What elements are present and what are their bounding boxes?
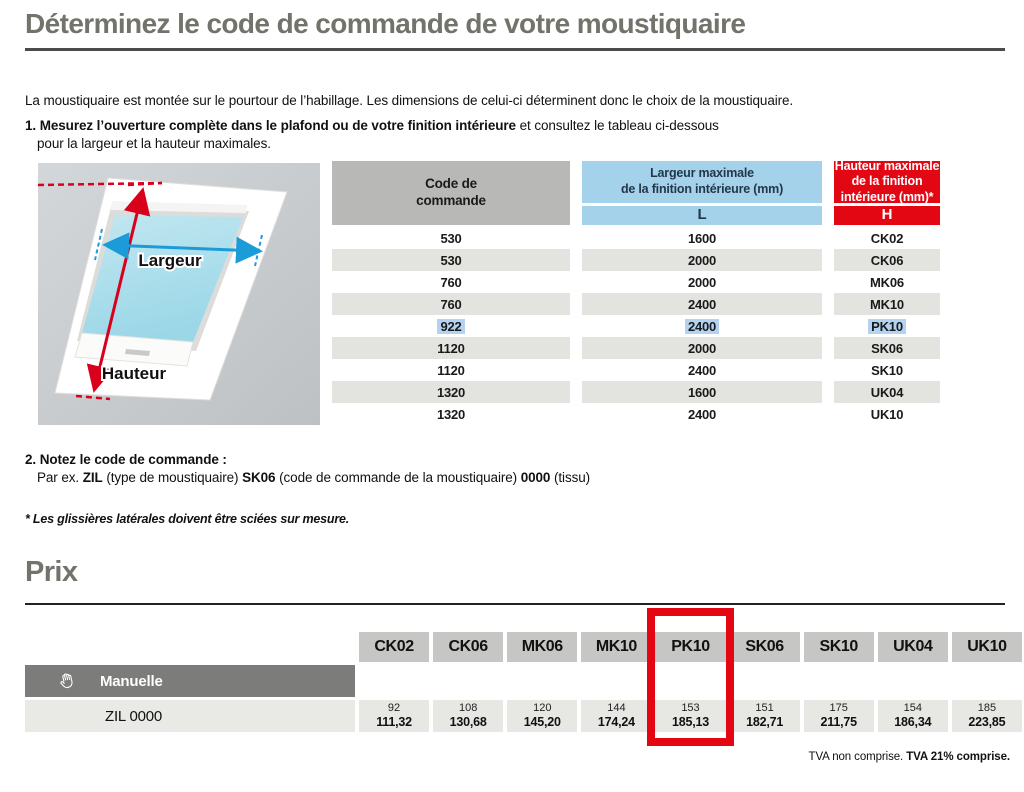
size-table-cell-l: 760 [332, 271, 570, 293]
size-table-cell-l: 1120 [332, 337, 570, 359]
size-table-cell-h: 1600 [582, 381, 822, 403]
step1-bold-text: 1. Mesurez l’ouverture complète dans le plafond ou de votre finition intérieure [25, 117, 516, 133]
size-table-cell-l: 1320 [332, 403, 570, 425]
size-table-cell-code [834, 315, 940, 337]
vat-note-bold: TVA 21% comprise. [906, 750, 1010, 763]
price-section-title: Prix [25, 556, 78, 588]
product-row-label: ZIL 0000 [25, 700, 355, 732]
example-order-code: SK06 [242, 469, 276, 485]
price-incl-vat: 130,68 [449, 715, 487, 730]
height-column-header [834, 158, 940, 204]
size-table-cell-l: 760 [332, 293, 570, 315]
price-cell-mk06 [507, 700, 577, 732]
size-table-cell-h: 1600 [582, 227, 822, 249]
price-excl-vat: 153 [681, 702, 700, 715]
price-excl-vat: 144 [607, 702, 626, 715]
pk10-highlight-rectangle [647, 608, 734, 746]
price-incl-vat: 174,24 [597, 715, 635, 730]
height-header-line2: de la finition intérieure (mm)* [840, 174, 934, 204]
size-table-cell-h [582, 315, 822, 337]
price-header-spacer [25, 632, 355, 662]
size-table-cell-code: SK10 [834, 359, 940, 381]
size-table-cell-code: SK06 [834, 337, 940, 359]
price-code-header-uk10: UK10 [952, 632, 1022, 662]
price-code-header-sk10: SK10 [804, 632, 874, 662]
vat-note [809, 751, 1010, 763]
step1-line2: pour la largeur et la hauteur maximales. [37, 135, 271, 151]
example-fabric-code: 0000 [520, 469, 551, 485]
size-table-cell-h: 2400 [582, 293, 822, 315]
price-section-rule [25, 603, 1005, 605]
price-cell-uk10 [952, 700, 1022, 732]
code-header-line1: Code de [425, 176, 477, 192]
price-excl-vat: 154 [903, 702, 922, 715]
price-code-header-sk06: SK06 [730, 632, 800, 662]
size-table-cell-h: 2000 [582, 337, 822, 359]
roof-window-illustration [38, 163, 320, 425]
price-incl-vat: 111,32 [376, 715, 412, 730]
group-row-empty-cell [433, 665, 503, 697]
group-row-empty-cell [804, 665, 874, 697]
group-row-empty-cell [507, 665, 577, 697]
price-incl-vat: 185,13 [671, 715, 710, 730]
size-table-cell-h: 2400 [582, 403, 822, 425]
price-incl-vat: 145,20 [523, 715, 561, 730]
price-cell-sk06 [730, 700, 800, 732]
manual-group-label: Manuelle [100, 672, 163, 690]
step2-paragraph [25, 451, 985, 487]
size-table-cell-l [332, 315, 570, 337]
price-incl-vat: 223,85 [968, 715, 1006, 730]
price-code-header-ck02: CK02 [359, 632, 429, 662]
page-title: Déterminez le code de commande de votre moustiquaire [25, 8, 746, 39]
size-table-body [332, 227, 940, 425]
code-header-line2: commande [416, 193, 486, 208]
example-prefix: Par ex. [37, 469, 83, 485]
step2-bold-text: 2. Notez le code de commande : [25, 451, 227, 467]
roof-window-figure [38, 163, 320, 425]
width-label: Largeur [138, 251, 202, 270]
size-code-table [332, 158, 940, 425]
step1-paragraph [25, 117, 985, 153]
group-row-empty-cell [730, 665, 800, 697]
size-table-cell-l: 1120 [332, 359, 570, 381]
size-table-cell-code: MK10 [834, 293, 940, 315]
example-suffix: (tissu) [550, 469, 591, 485]
selected-text: 2400 [685, 319, 719, 334]
code-column-header [332, 161, 570, 225]
size-table-cell-l: 1320 [332, 381, 570, 403]
price-code-header-pk10: PK10 [655, 632, 725, 662]
price-excl-vat: 175 [829, 702, 848, 715]
price-cell-ck06 [433, 700, 503, 732]
width-header-line1: Largeur maximale [650, 166, 754, 181]
size-table-cell-l: 530 [332, 227, 570, 249]
price-cell-sk10 [804, 700, 874, 732]
height-header-line1: Hauteur maximale [834, 158, 940, 173]
hand-icon [56, 670, 77, 691]
price-incl-vat: 211,75 [820, 715, 857, 730]
size-table-cell-code: UK04 [834, 381, 940, 403]
size-table-cell-code: CK02 [834, 227, 940, 249]
height-subheader-H: H [834, 206, 940, 225]
size-table-cell-h: 2400 [582, 359, 822, 381]
size-table-cell-h: 2000 [582, 271, 822, 293]
width-column-header [582, 161, 822, 203]
selected-text: 922 [437, 319, 464, 334]
size-table-cell-code: UK10 [834, 403, 940, 425]
group-row-empty-cell [952, 665, 1022, 697]
price-code-header-mk10: MK10 [581, 632, 651, 662]
size-table-cell-h: 2000 [582, 249, 822, 271]
example-mid2: (code de commande de la moustiquaire) [275, 469, 521, 485]
width-subheader-L: L [582, 206, 822, 225]
price-code-header-ck06: CK06 [433, 632, 503, 662]
manual-group-row [25, 665, 355, 697]
height-label: Hauteur [101, 364, 167, 383]
group-row-empty-cell [581, 665, 651, 697]
price-excl-vat: 108 [458, 702, 478, 715]
price-incl-vat: 186,34 [894, 715, 932, 730]
selected-text: PK10 [868, 319, 906, 334]
price-cell-uk04 [878, 700, 948, 732]
width-header-line2: de la finition intérieure (mm) [620, 182, 784, 196]
size-table-cell-code: MK06 [834, 271, 940, 293]
example-type-code: ZIL [82, 469, 103, 485]
price-table [25, 632, 1022, 732]
step1-regular-text: et consultez le tableau ci-dessous [515, 117, 719, 133]
step2-example-line [25, 469, 985, 487]
price-incl-vat: 182,71 [746, 715, 784, 730]
size-table-cell-l: 530 [332, 249, 570, 271]
price-excl-vat: 185 [977, 702, 997, 715]
vat-note-regular: TVA non comprise. [808, 750, 907, 763]
title-rule [25, 48, 1005, 51]
size-table-cell-code: CK06 [834, 249, 940, 271]
intro-paragraph: La moustiquaire est montée sur le pourtour de l’habillage. Les dimensions de celui-ci déterminent donc le choix de la moustiquaire. [25, 92, 794, 108]
price-code-header-uk04: UK04 [878, 632, 948, 662]
example-mid1: (type de moustiquaire) [102, 469, 243, 485]
footnote: * Les glissières latérales doivent être sciées sur mesure. [25, 511, 350, 526]
price-excl-vat: 120 [533, 702, 552, 715]
group-row-empty-cell [359, 665, 429, 697]
price-cell-mk10 [581, 700, 651, 732]
price-code-header-mk06: MK06 [507, 632, 577, 662]
size-table-header [332, 158, 940, 225]
price-cell-ck02 [359, 700, 429, 732]
price-excl-vat: 151 [755, 702, 774, 715]
price-excl-vat: 92 [387, 702, 401, 715]
group-row-empty-cell [878, 665, 948, 697]
